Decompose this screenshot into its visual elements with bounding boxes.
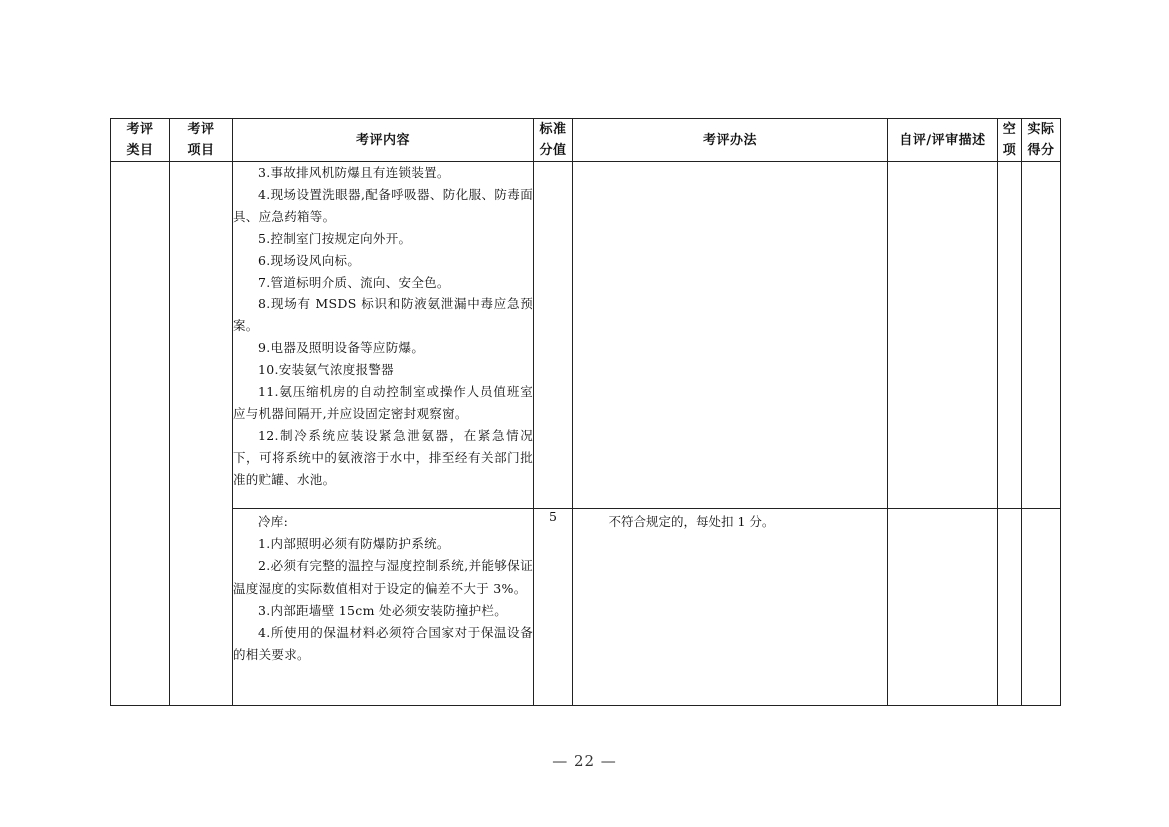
actual-score-cell: [1022, 162, 1061, 509]
item-cell: [170, 162, 233, 706]
header-category: 考评 类目: [111, 119, 170, 162]
content-line: 2.必须有完整的温控与湿度控制系统,并能够保证温度湿度的实际数值相对于设定的偏差不大于 3%。: [233, 558, 533, 596]
content-line: 3.内部距墙壁 15cm 处必须安装防撞护栏。: [258, 602, 508, 618]
content-line: 7.管道标明介质、流向、安全色。: [258, 274, 450, 290]
content-line: 9.电器及照明设备等应防爆。: [258, 340, 425, 356]
assessment-table: [110, 118, 1061, 706]
header-method: 考评办法: [573, 119, 888, 162]
content-line: 11.氨压缩机房的自动控制室或操作人员值班室应与机器间隔开,并应设固定密封观察窗。: [233, 384, 533, 421]
header-standard-score: 标准 分值: [534, 119, 573, 162]
standard-score-value: 5: [534, 509, 573, 706]
content-cell: [233, 162, 534, 509]
empty-item-cell: [998, 162, 1022, 509]
content-line: 5.控制室门按规定向外开。: [258, 230, 412, 246]
content-line: 1.内部照明必须有防爆防护系统。: [258, 536, 450, 552]
header-actual-score: 实际 得分: [1022, 119, 1061, 162]
standard-score-cell: [534, 162, 573, 509]
table-row: [111, 162, 1061, 509]
content-line: 3.事故排风机防爆且有连锁装置。: [258, 165, 450, 180]
header-content: 考评内容: [233, 119, 534, 162]
self-review-cell: [888, 509, 998, 706]
content-cell: [233, 509, 534, 706]
method-text: 不符合规定的，每处扣 1 分。: [608, 514, 775, 529]
empty-item-cell: [998, 509, 1022, 706]
header-empty-item: 空 项: [998, 119, 1022, 162]
method-cell: [573, 509, 888, 706]
content-line: 4.所使用的保温材料必须符合国家对于保温设备的相关要求。: [233, 625, 533, 663]
content-line: 8.现场有 MSDS 标识和防液氨泄漏中毒应急预案。: [233, 296, 533, 334]
content-line: 10.安装氨气浓度报警器: [258, 362, 394, 378]
table-row: [111, 509, 1061, 706]
content-line: 12.制冷系统应装设紧急泄氨器，在紧急情况下，可将系统中的氨液溶于水中，排至经有关部门批准的贮罐、水池。: [233, 427, 533, 487]
content-line: 4.现场设置洗眼器,配备呼吸器、防化服、防毒面具、应急药箱等。: [233, 186, 533, 224]
method-cell: [573, 162, 888, 509]
header-self-review: 自评/评审描述: [888, 119, 998, 162]
category-cell: [111, 162, 170, 706]
page-number: — 22 —: [552, 752, 617, 770]
self-review-cell: [888, 162, 998, 509]
actual-score-cell: [1022, 509, 1061, 706]
content-line: 6.现场设风向标。: [258, 252, 361, 268]
header-item: 考评 项目: [170, 119, 233, 162]
header-row: [111, 119, 1061, 162]
content-line: 冷库:: [258, 514, 289, 529]
